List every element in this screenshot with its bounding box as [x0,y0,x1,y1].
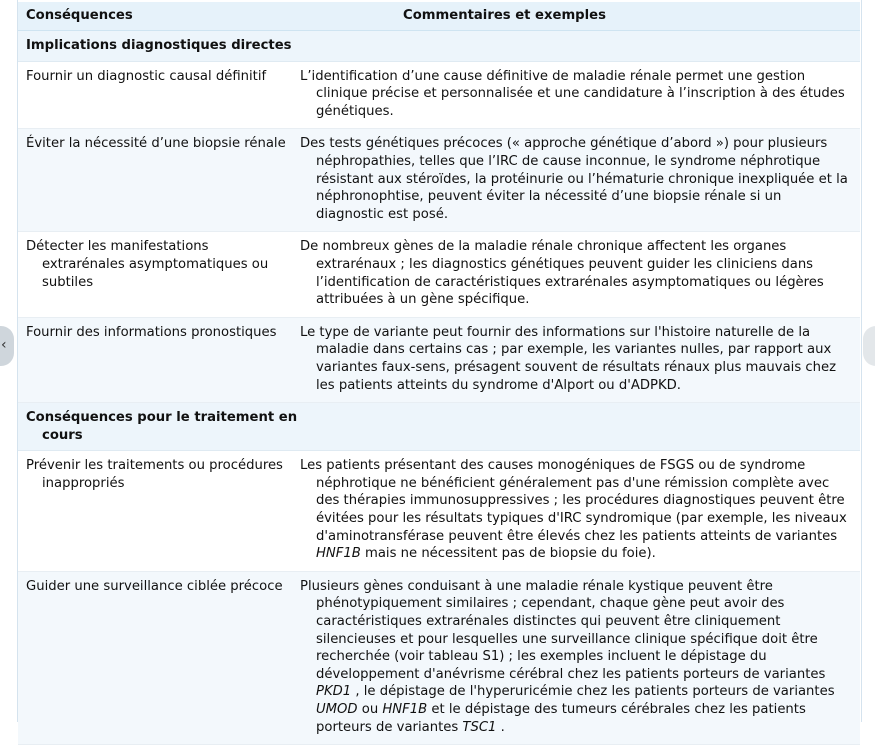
gene-name: PKD1 [316,684,352,700]
comment-text [300,68,848,121]
comment-segment: . [496,719,505,735]
comment-text [300,238,848,308]
gene-name: TSC1 [462,719,497,735]
comment-cell [300,578,860,736]
comment-segment: Le type de variante peut fournir des informations sur l'histoire naturelle de la maladie dans certains cas ; par exemple, les variantes nulles, par rapport aux variantes faux-sens, présagent souvent de résultats rénaux plus mauvais chez les patients atteints du syndrome d'Alport ou d'ADPKD. [300,324,837,393]
table-row [18,318,860,403]
comment-segment: Plusieurs gènes conduisant à une maladie rénale kystique peuvent être phénotypiquement similaires ; cependant, chaque gène peut avoir des caractéristiques extrarénales distinctes qui peuvent être cliniquement silencieuses et pour lesquelles une surveillance clinique spécifique doit être recherchée (voir tableau S1) ; les exemples incluent le dépistage du développement d'anévrisme cérébral chez les patients porteurs de variantes [300,578,826,682]
consequences-table [18,2,860,745]
table-row [18,232,860,317]
gene-name: HNF1B [382,702,428,717]
comment-segment: Des tests génétiques précoces (« approche génétique d’abord ») pour plusieurs néphropathies, telles que l’IRC de cause inconnue, le syndrome néphrotique résistant aux stéroïdes, la protéinurie ou l’hématurie chronique inexpliquée et la néphronophtise, peuvent éviter la nécessité d’une biopsie rénale si un diagnostic est posé. [300,136,848,222]
table-row [18,572,860,745]
consequence-cell [18,457,300,563]
comment-segment: De nombreux gènes de la maladie rénale chronique affectent les organes extrarénaux ; les diagnostics génétiques peuvent guider les cliniciens dans l’identification de caractéristiques extrarénales asymptomatiques ou légères attribuées à un gène spécifique. [300,239,824,308]
header-col-consequences: Conséquences [26,8,133,24]
consequence-text: Fournir des informations pronostiques [26,324,277,340]
comment-segment: Les patients présentant des causes monogéniques de FSGS ou de syndrome néphrotique ne bénéficient généralement pas d'une rémission complète avec des thérapies immunosuppressives ; les procédures diagnostiques peuvent être évitées pour les résultats typiques d'IRC syndromique (par exemple, les niveaux d'aminotransférase peuvent être élevés chez les patients atteints de variantes [300,458,847,544]
comment-segment: et le dépistage des tumeurs cérébrales chez les patients porteurs de variantes [316,702,806,735]
comment-segment: , le dépistage de l'hyperuricémie chez les patients porteurs de variantes [351,684,835,700]
consequence-text: Détecter les manifestations extrarénales asymptomatiques ou subtiles [26,239,269,290]
comment-cell [300,324,860,394]
consequence-cell [18,578,300,736]
section-title: Conséquences pour le traitement en cours [26,410,298,443]
table-row [18,62,860,130]
next-button[interactable] [863,326,875,366]
previous-button[interactable] [0,326,14,366]
consequence-text: Guider une surveillance ciblée précoce [26,578,283,594]
consequence-text: Éviter la nécessité d’une biopsie rénale [26,136,286,152]
comment-cell [300,135,860,223]
comment-segment: mais ne nécessitent pas de biopsie du foie). [360,546,656,562]
table-body [18,31,860,745]
comment-text [300,324,848,394]
comment-segment: L’identification d’une cause définitive de maladie rénale permet une gestion clinique précise et personnalisée et une candidature à l’inscription à des études génétiques. [300,68,845,119]
gene-name: HNF1B [316,546,361,562]
consequence-cell [18,238,300,308]
table-row [18,129,860,232]
section-title: Implications diagnostiques directes [26,38,292,53]
comment-text [300,578,848,736]
section-heading [18,403,860,451]
consequence-text: Fournir un diagnostic causal définitif [26,68,267,84]
consequence-cell [18,135,300,223]
comment-text [300,135,848,223]
table-header [18,2,860,31]
comment-segment: ou [357,702,383,717]
comment-cell [300,68,860,121]
header-col-comments: Commentaires et exemples [403,8,606,24]
gene-name: UMOD [316,702,358,717]
consequence-cell [18,68,300,121]
section-heading [18,31,860,62]
comment-text [300,457,848,563]
comment-cell [300,457,860,563]
table-row [18,451,860,572]
comment-cell [300,238,860,308]
chevron-left-icon: ‹ [1,337,7,353]
consequence-text: Prévenir les traitements ou procédures inappropriés [26,458,283,491]
consequence-cell [18,324,300,394]
